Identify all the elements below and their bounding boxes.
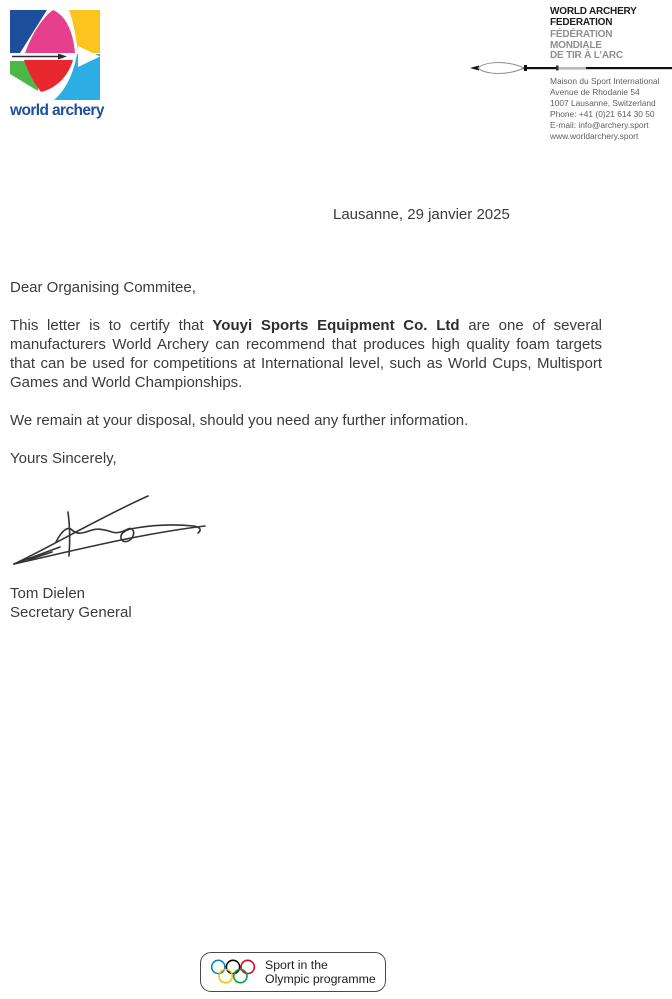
dateline: Lausanne, 29 janvier 2025 — [333, 206, 510, 223]
world-archery-logo-icon — [10, 10, 100, 100]
org-name-en-line1: WORLD ARCHERY — [550, 6, 637, 17]
signer-title: Secretary General — [10, 604, 132, 621]
org-name-fr-line1: FÉDÉRATION — [550, 29, 613, 40]
paragraph-closing: We remain at your disposal, should you need any further information. — [10, 412, 469, 429]
logo-wordmark: world archery — [10, 102, 104, 119]
badge-text-line2: Olympic programme — [265, 972, 376, 986]
signer-name: Tom Dielen — [10, 585, 86, 602]
world-archery-logo — [10, 10, 102, 120]
signoff-block — [10, 584, 132, 622]
olympic-programme-badge — [200, 952, 386, 992]
paragraph-main-rest: are one of several manufacturers World Archery can recommend that produces high quality foam targets that can be used for competitions at International level, such as World Cups, Multisport Games and World Championships. — [10, 317, 602, 391]
address-line: www.worldarchery.sport — [550, 130, 639, 141]
address-line: Phone: +41 (0)21 614 30 50 — [550, 108, 655, 119]
address-line: Avenue de Rhodanie 54 — [550, 86, 640, 97]
salutation: Dear Organising Commitee, — [10, 279, 196, 296]
arrow-icon — [470, 58, 672, 78]
paragraph-main-lead: This letter is to certify that — [10, 317, 213, 334]
address-line: Maison du Sport International — [550, 75, 660, 86]
org-name-fr-line2: MONDIALE — [550, 39, 602, 51]
olympic-rings-icon — [210, 958, 256, 986]
paragraph-main — [10, 316, 602, 392]
org-name-fr-line3: DE TIR À L'ARC — [550, 50, 623, 61]
company-name: Youyi Sports Equipment Co. Ltd — [212, 317, 460, 334]
org-address — [550, 76, 670, 142]
badge-text — [265, 958, 376, 987]
letter-body — [10, 278, 602, 487]
valediction: Yours Sincerely, — [10, 450, 117, 467]
signature-handwriting — [8, 486, 208, 574]
badge-text-line1: Sport in the — [265, 957, 328, 972]
address-line: 1007 Lausanne, Switzerland — [550, 97, 656, 108]
org-name-en-line2: FEDERATION — [550, 16, 613, 28]
logo-arrow-head — [58, 54, 67, 60]
address-line: E-mail: info@archery.sport — [550, 119, 649, 130]
